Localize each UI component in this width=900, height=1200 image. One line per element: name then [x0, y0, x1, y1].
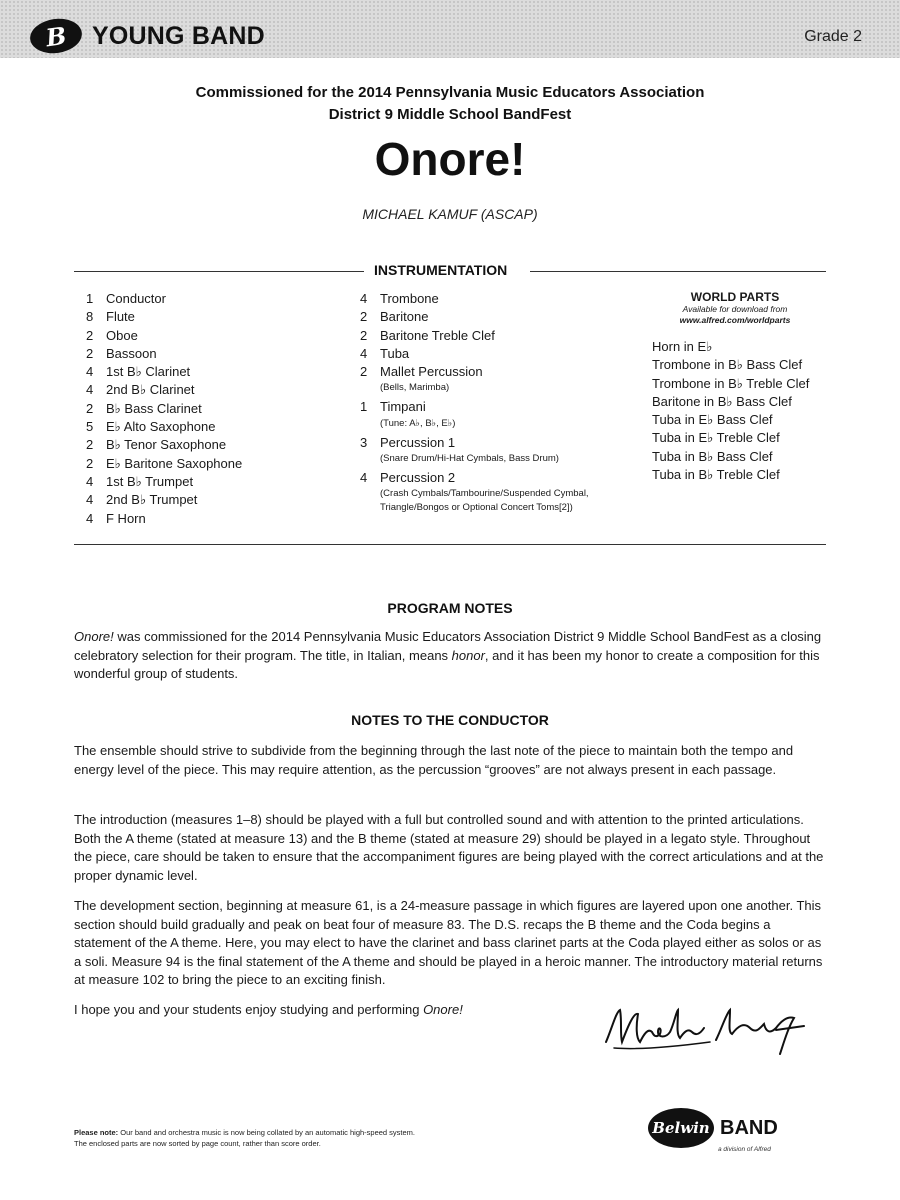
instrument-name: Baritone	[380, 309, 429, 325]
instrument-count: 4	[360, 291, 368, 306]
world-parts-title: WORLD PARTS	[690, 290, 780, 304]
instrument-count: 3	[360, 434, 368, 450]
instrument-list-1	[86, 290, 242, 528]
instrument-count: 2	[86, 455, 94, 471]
instrument-row	[86, 436, 242, 454]
closing-title: Onore!	[423, 1002, 463, 1017]
belwin-logo-icon: Belwin	[648, 1108, 714, 1148]
instrument-row	[360, 327, 610, 345]
instrument-count: 4	[360, 345, 368, 361]
instrument-count: 2	[86, 327, 94, 343]
world-part-item: Tuba in E♭ Treble Clef	[652, 430, 780, 446]
instrument-row	[86, 381, 242, 399]
world-part-item: Horn in E♭	[652, 339, 713, 354]
instrument-name: Timpani	[380, 399, 426, 415]
publisher-logo	[648, 1108, 778, 1148]
conductor-notes-heading: NOTES TO THE CONDUCTOR	[351, 712, 549, 728]
footer-note-label: Please note:	[74, 1128, 119, 1137]
divider-bottom	[74, 544, 826, 545]
footer-note	[74, 1128, 534, 1149]
world-part-item: Trombone in B♭ Bass Clef	[652, 357, 803, 373]
instrument-name: Percussion 1	[380, 434, 456, 450]
instrument-name: E♭ Baritone Saxophone	[106, 455, 243, 471]
instrument-count: 4	[86, 510, 94, 526]
instrument-name: Trombone	[380, 291, 439, 306]
world-part-item: Trombone in B♭ Treble Clef	[652, 375, 810, 391]
instrument-name: Conductor	[106, 291, 166, 306]
instrument-name: 2nd B♭ Trumpet	[106, 492, 198, 508]
program-notes-heading: PROGRAM NOTES	[387, 600, 513, 616]
instrument-name: Bassoon	[106, 345, 157, 361]
instrument-note: (Snare Drum/Hi-Hat Cymbals, Bass Drum)	[380, 453, 559, 465]
series-name: YOUNG BAND	[92, 21, 265, 50]
world-parts-url: www.alfred.com/worldparts	[679, 315, 791, 325]
instrument-row	[86, 491, 242, 509]
instrument-count: 2	[360, 309, 368, 325]
instrument-count: 4	[86, 382, 94, 398]
instrument-name: Tuba	[380, 345, 410, 361]
world-parts	[652, 290, 832, 484]
instrument-name: Baritone Treble Clef	[380, 327, 495, 343]
instrument-row	[86, 345, 242, 363]
program-notes-honor: honor	[451, 647, 485, 663]
instrument-name: Oboe	[106, 327, 138, 343]
piece-title: Onore!	[374, 133, 526, 185]
instrument-name: B♭ Tenor Saxophone	[106, 437, 227, 453]
instrument-count: 2	[360, 364, 368, 380]
instrument-row	[360, 434, 610, 452]
instrument-name: E♭ Alto Saxophone	[106, 419, 216, 435]
instrument-row	[86, 473, 242, 491]
world-part-item: Tuba in B♭ Treble Clef	[652, 467, 780, 483]
instrument-note: (Crash Cymbals/Tambourine/Suspended Cymbal, Triangle/Bongos or Optional Concert Toms[2])	[380, 488, 589, 514]
divider-right	[530, 271, 826, 272]
program-notes-text-a: was commissioned for the 2014 Pennsylvania Music Educators Association District 9 Middle School BandFest as a closing celebratory selection for their program. The title, in Italian, means	[74, 629, 822, 663]
conductor-notes-paragraph-3: The development section, beginning at measure 61, is a 24-measure passage in which figures are layered upon one another. This section should build gradually and peak on beat four of measure 83. The D.S. recaps the B theme and the Coda begins a statement of the A theme. Here, you may elect to have the clarinet and bass clarinet parts at the Coda played either as solos or as a soli. Measure 94 is the final statement of the A theme and should be played in a heroic manner. The introductory material returns at measure 102 to bring the piece to an exciting finish.	[74, 898, 823, 988]
instrument-name: F Horn	[106, 510, 146, 526]
instrument-count: 2	[86, 400, 94, 416]
publisher-band-label: BAND	[720, 1116, 778, 1139]
instrument-row	[360, 345, 610, 363]
instrument-count: 1	[86, 291, 94, 306]
commission-line-1: Commissioned for the 2014 Pennsylvania Music Educators Association	[195, 84, 705, 101]
instrument-name: 1st B♭ Trumpet	[106, 473, 194, 489]
instrument-row	[360, 308, 610, 326]
instrument-row	[360, 469, 610, 487]
instrument-row	[360, 290, 610, 308]
instrument-row	[360, 398, 610, 416]
divider-left	[74, 271, 364, 272]
closing-text: I hope you and your students enjoy studying and performing	[74, 1002, 424, 1017]
commission-line-2: District 9 Middle School BandFest	[328, 106, 572, 123]
program-notes-text-b: , and it has been my honor to create a composition for this wonderful group of students.	[74, 647, 820, 682]
instrument-row	[86, 400, 242, 418]
conductor-notes-paragraph-1: The ensemble should strive to subdivide from the beginning through the last note of the piece to maintain both the tempo and energy level of the piece. This may require attention, as the percussion “grooves” are not always present in each passage.	[74, 743, 794, 777]
instrument-name: Flute	[106, 309, 135, 325]
instrument-count: 2	[360, 327, 368, 343]
instrument-count: 1	[360, 399, 368, 415]
world-parts-list	[652, 338, 832, 484]
instrument-name: 2nd B♭ Clarinet	[106, 382, 195, 398]
instrument-count: 8	[86, 309, 94, 325]
conductor-notes-paragraph-2: The introduction (measures 1–8) should be played with a full but controlled sound and with attention to the printed articulations. Both the A theme (stated at measure 13) and the B theme (stated at measure 29) should be played in a legato style. Throughout the piece, care should be taken to ensure that the accompaniment figures are being played with the correct articulations and at the proper dynamic level.	[74, 812, 824, 883]
instrument-row	[86, 455, 242, 473]
instrument-note: (Tune: A♭, B♭, E♭)	[380, 417, 456, 429]
instrument-row	[86, 290, 242, 308]
instrument-count: 5	[86, 419, 94, 435]
instrument-count: 2	[86, 437, 94, 453]
footer-note-line2: The enclosed parts are now sorted by page count, rather than score order.	[74, 1138, 321, 1148]
world-part-item: Tuba in E♭ Bass Clef	[652, 412, 773, 428]
world-part-item: Tuba in B♭ Bass Clef	[652, 448, 773, 464]
program-notes-title: Onore!	[74, 629, 114, 644]
instrument-row	[86, 418, 242, 436]
instrument-row	[360, 363, 610, 381]
instrument-row	[86, 510, 242, 528]
program-notes-paragraph	[74, 628, 830, 684]
instrument-count: 4	[86, 492, 94, 508]
instrument-name: B♭ Bass Clarinet	[106, 400, 202, 416]
instrument-count: 4	[360, 470, 368, 486]
world-parts-subtitle: Available for download from	[682, 304, 788, 314]
instrument-name: Mallet Percussion	[380, 364, 483, 380]
grade-label: Grade 2	[804, 28, 862, 45]
series-brand	[30, 14, 265, 58]
instrument-count: 4	[86, 473, 94, 489]
instrument-row	[86, 363, 242, 381]
instrument-name: Percussion 2	[380, 470, 456, 486]
footer-note-text: Our band and orchestra music is now being collated by an automatic high-speed system.	[118, 1128, 416, 1137]
instrument-count: 2	[86, 345, 94, 361]
world-part-item: Baritone in B♭ Bass Clef	[652, 393, 792, 409]
instrument-name: 1st B♭ Clarinet	[106, 364, 191, 380]
instrument-count: 4	[86, 364, 94, 380]
instrument-list-2	[360, 290, 610, 518]
instrument-row	[86, 308, 242, 326]
instrumentation-heading: INSTRUMENTATION	[374, 262, 508, 278]
instrument-note: (Bells, Marimba)	[380, 382, 450, 394]
composer-name: MICHAEL KAMUF (ASCAP)	[362, 206, 538, 222]
composer-signature-icon	[600, 998, 810, 1058]
instrument-row	[86, 327, 242, 345]
publisher-division: a division of Alfred	[718, 1146, 771, 1153]
young-band-logo-icon: B	[28, 16, 84, 57]
